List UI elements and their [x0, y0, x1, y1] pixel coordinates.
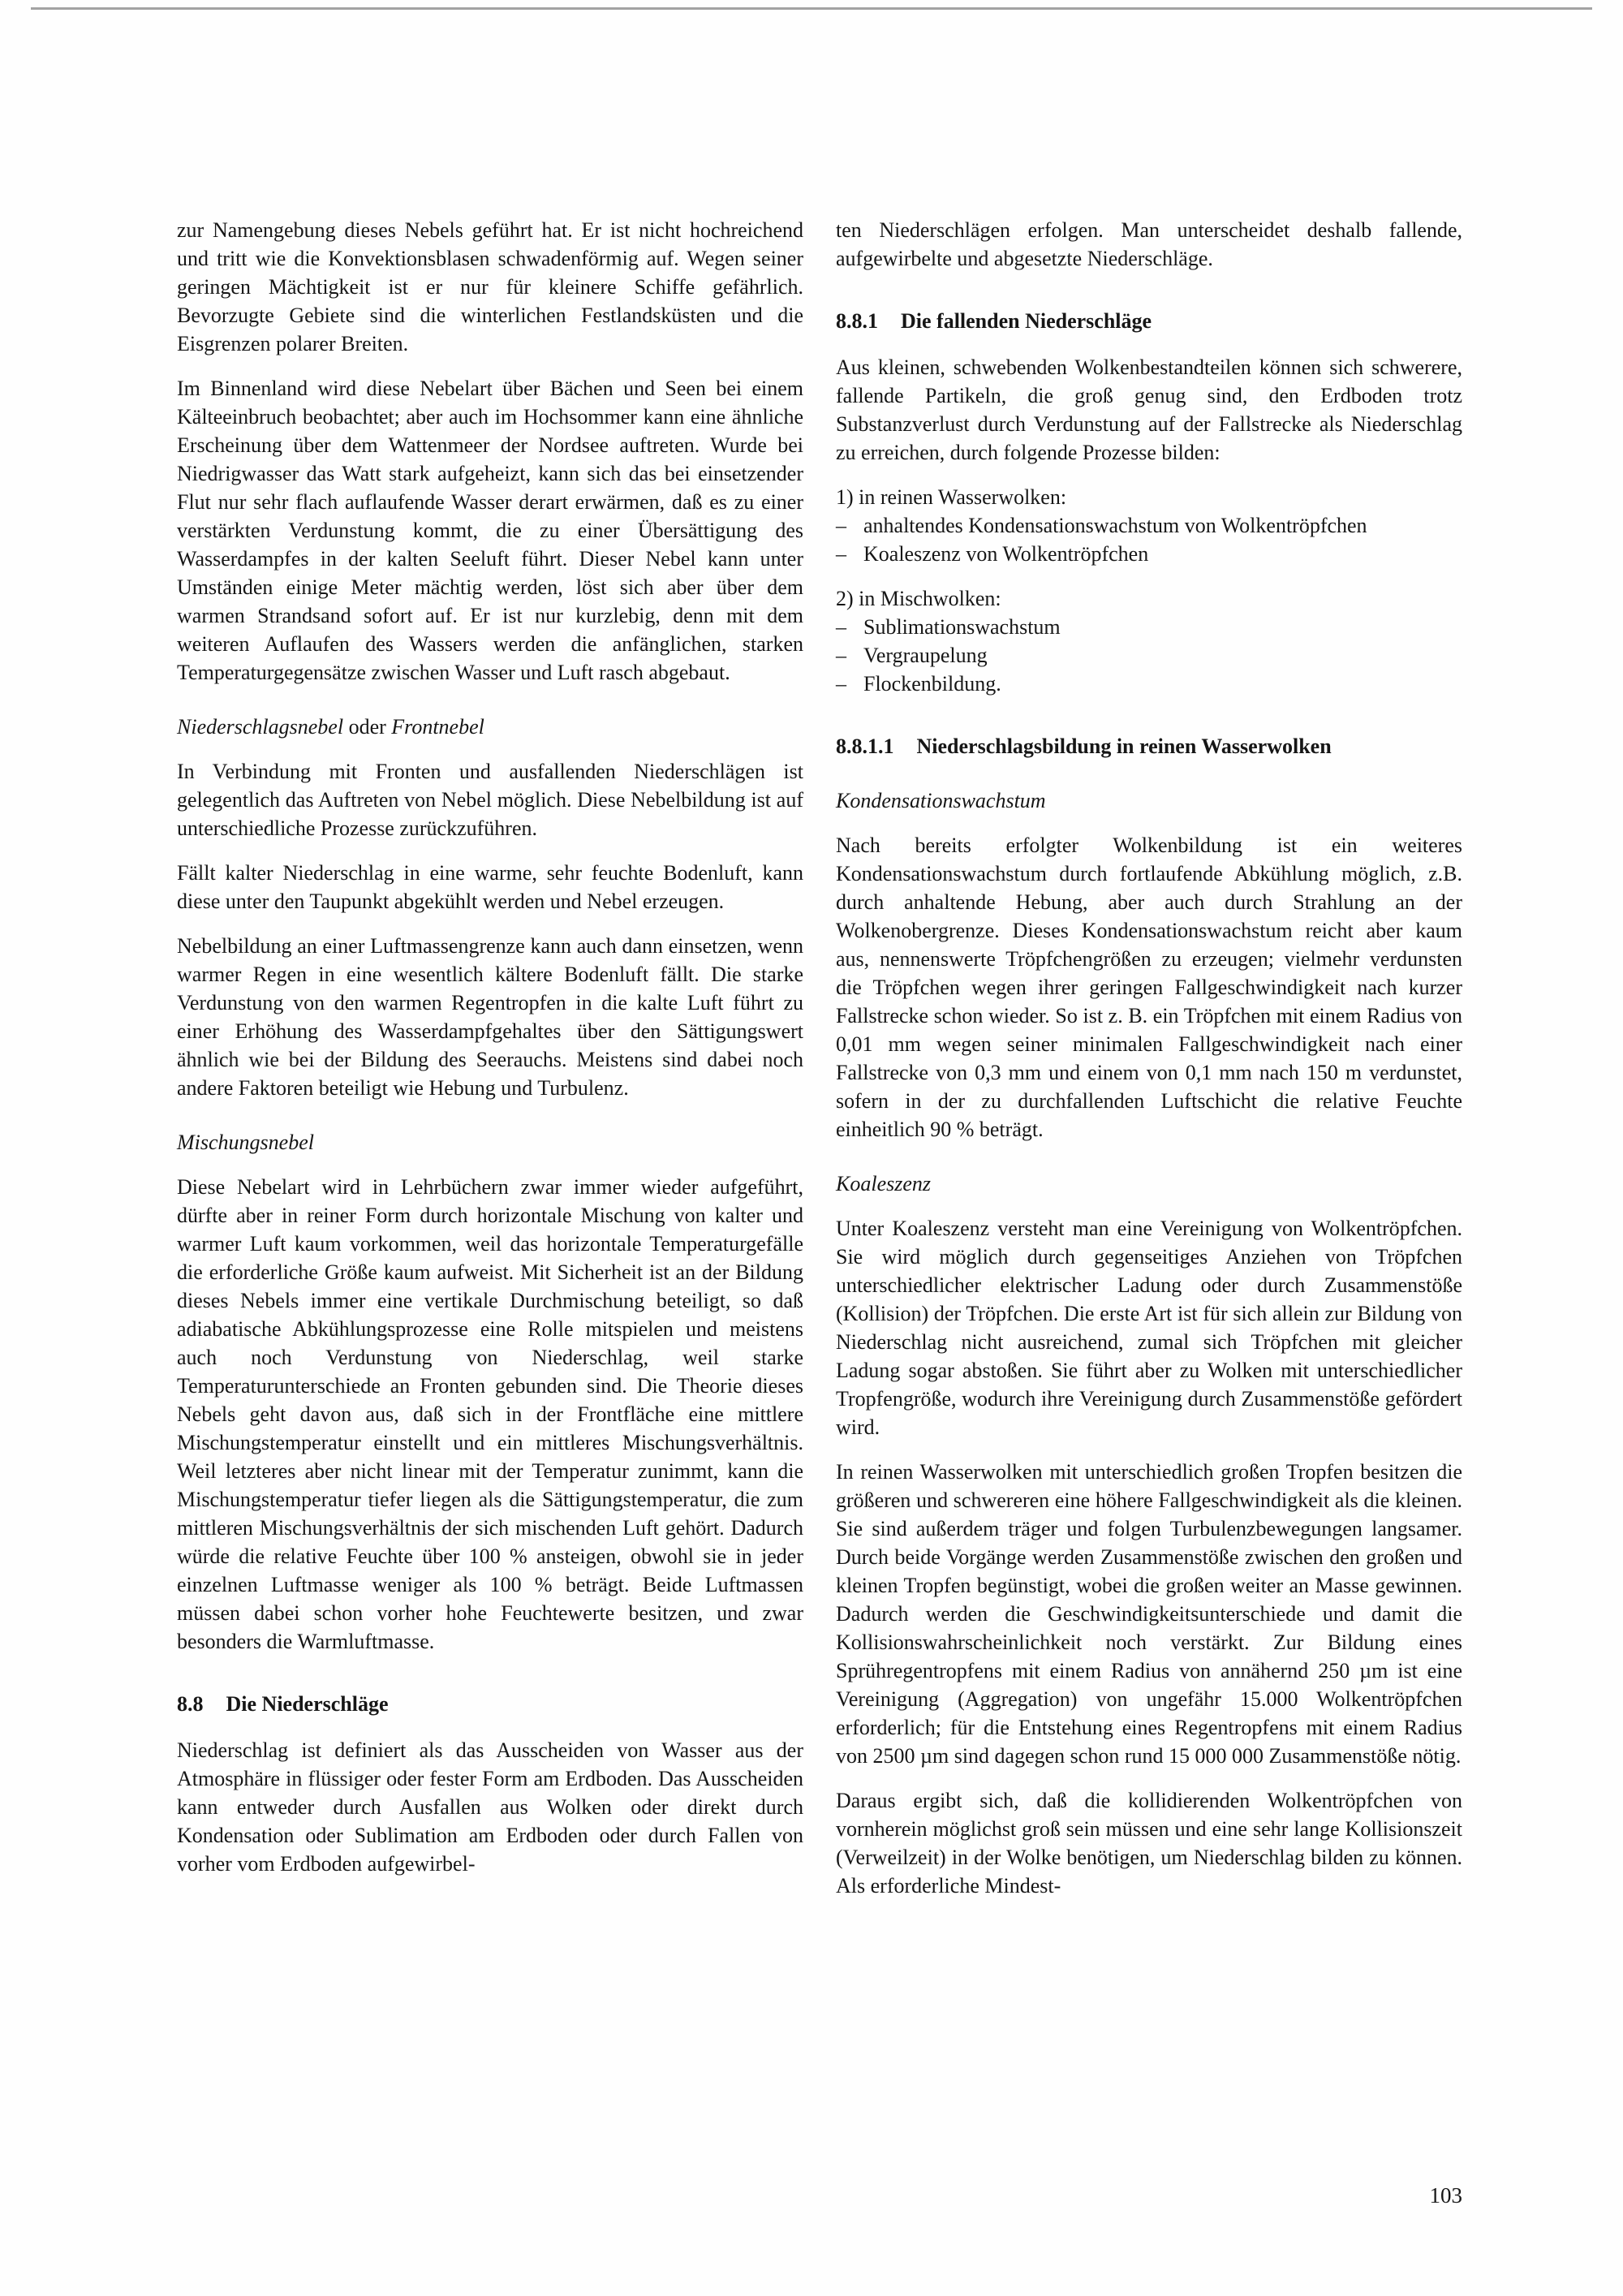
- section-title: Niederschlagsbildung in reinen Wasserwolken: [916, 734, 1332, 758]
- page-number: 103: [1429, 2183, 1462, 2208]
- paragraph: Im Binnenland wird diese Nebelart über Bächen und Seen bei einem Kälteeinbruch beobachtet; aber auch im Hochsommer kann eine ähnliche Erscheinung über dem Wattenmeer der Nordsee auftreten. Wurde bei Niedrigwasser das Watt stark aufgeheizt, kann sich das bei einsetzender Flut nur sehr flach auflaufende Wasser derart erwärmen, daß es zu einer verstärkten Verdunstung kommt, die zu einer Übersättigung des Wasserdampfes in der kalten Seeluft führt. Dieser Nebel kann unter Umständen einige Meter mächtig werden, löst sich aber über dem warmen Strandsand sofort auf. Er ist nur kurzlebig, denn mit dem weiteren Auflaufen des Wassers werden die anfänglichen, starken Temperaturgegensätze zwischen Wasser und Luft rasch abgebaut.: [177, 377, 803, 684]
- heading-term: Niederschlagsnebel: [177, 715, 344, 739]
- heading-koaleszenz: Koaleszenz: [836, 1172, 931, 1195]
- heading-mischungsnebel: Mischungsnebel: [177, 1131, 314, 1154]
- top-rule: [31, 7, 1592, 10]
- paragraph: Fällt kalter Niederschlag in eine warme, sehr feuchte Bodenluft, kann diese unter den Taupunkt abgekühlt werden und Nebel erzeugen.: [177, 861, 803, 913]
- paragraph: zur Namengebung dieses Nebels geführt hat. Er ist nicht hochreichend und tritt wie die Konvektionsblasen schwadenförmig auf. Wegen seiner geringen Mächtigkeit ist er nur für kleinere Schiffe gefährlich. Bevorzugte Gebiete sind die winterlichen Festlandsküsten und die Eisgrenzen polarer Breiten.: [177, 218, 803, 355]
- section-title: Die fallenden Niederschläge: [901, 309, 1152, 333]
- paragraph: Daraus ergibt sich, daß die kollidierenden Wolkentröpfchen von vornherein möglichst groß sein müssen und eine sehr lange Kollisionszeit (Verweilzeit) in der Wolke benötigen, um Niederschlag bilden zu können. Als erforderliche Mindest-: [836, 1789, 1462, 1898]
- dash-bullet: –: [836, 514, 846, 537]
- paragraph: Nach bereits erfolgter Wolkenbildung ist ein weiteres Kondensationswachstum durch fortlaufende Abkühlung möglich, z.B. durch anhaltende Hebung, aber auch durch Strahlung an der Wolkenobergrenze. Dieses Kondensationswachstum reicht aber kaum aus, nennenswerte Tröpfchengrößen zu erzeugen; vielmehr verdunsten die Tröpfchen wegen ihrer geringen Fallgeschwindigkeit nach kurzer Fallstrecke schon wieder. So ist z. B. ein Tröpfchen mit einem Radius von 0,01 mm wegen seiner minimalen Fallgeschwindigkeit nach einer Fallstrecke von 0,3 mm und einem von 0,1 mm nach 150 m verdunstet, sofern in der zu durchfallenden Luftschicht die relative Feuchte einheitlich 90 % beträgt.: [836, 834, 1462, 1141]
- paragraph: Unter Koaleszenz versteht man eine Vereinigung von Wolkentröpfchen. Sie wird möglich durch gegenseitiges Anziehen von Tröpfchen unterschiedlicher elektrischer Ladung oder durch Zusammenstöße (Kollision) der Tröpfchen. Die erste Art ist für sich allein zur Bildung von Niederschlag nicht ausreichend, zumal sich Tröpfchen mit gleicher Ladung sogar abstoßen. Sie führt aber zu Wolken mit unterschiedlicher Tropfengröße, wodurch ihre Vereinigung durch Zusammenstöße gefördert wird.: [836, 1217, 1462, 1439]
- list-item-text: Vergraupelung: [863, 644, 988, 667]
- list-group-label: 1) in reinen Wasserwolken:: [836, 485, 1067, 509]
- section-number: 8.8: [177, 1692, 204, 1716]
- list-item: [836, 670, 1462, 698]
- paragraph: Niederschlag ist definiert als das Ausscheiden von Wasser aus der Atmosphäre in flüssiger oder fester Form am Erdboden. Das Ausscheiden kann entweder durch Ausfallen aus Wolken oder direkt durch Kondensation oder Sublimation am Erdboden oder durch Fallen von vorher vom Erdboden aufgewirbel-: [177, 1738, 803, 1876]
- heading-8-8-die-niederschlaege: [177, 1690, 803, 1718]
- list-group-label: 2) in Mischwolken:: [836, 587, 1001, 610]
- list-item: [836, 613, 1462, 641]
- paragraph: Aus kleinen, schwebenden Wolkenbestandteilen können sich schwerere, fallende Partikeln, die groß genug sind, den Erdboden trotz Substanzverlust durch Verdunstung auf der Fallstrecke als Niederschlag zu erreichen, durch folgende Prozesse bilden:: [836, 355, 1462, 464]
- list-item: [836, 540, 1462, 568]
- list-item-text: Koaleszenz von Wolkentröpfchen: [863, 542, 1149, 566]
- paragraph: In Verbindung mit Fronten und ausfallenden Niederschlägen ist gelegentlich das Auftreten von Nebel möglich. Diese Nebelbildung ist auf unterschiedliche Prozesse zurückzuführen.: [177, 760, 803, 840]
- heading-connector: oder: [348, 715, 386, 739]
- paragraph: ten Niederschlägen erfolgen. Man unterscheidet deshalb fallende, aufgewirbelte und abgesetzte Niederschläge.: [836, 218, 1462, 270]
- dash-bullet: –: [836, 615, 846, 639]
- dash-bullet: –: [836, 672, 846, 696]
- list-item: [836, 641, 1462, 670]
- list-item-text: Sublimationswachstum: [863, 615, 1061, 639]
- right-column: [836, 216, 1462, 1916]
- heading-kondensationswachstum: Kondensationswachstum: [836, 789, 1046, 812]
- page-content: [177, 216, 1462, 1916]
- heading-niederschlagsnebel-frontnebel: [177, 713, 803, 741]
- section-number: 8.8.1: [836, 309, 878, 333]
- list-item-text: Flockenbildung.: [863, 672, 1001, 696]
- heading-term: Frontnebel: [391, 715, 484, 739]
- paragraph: Diese Nebelart wird in Lehrbüchern zwar immer wieder aufgeführt, dürfte aber in reiner Form durch horizontale Mischung von kalter und warmer Luft kaum vorkommen, weil das horizontale Temperaturgefälle die erforderliche Größe kaum aufweist. Mit Sicherheit ist an der Bildung dieses Nebels immer eine vertikale Durchmischung beteiligt, so daß adiabatische Abkühlungsprozesse eine Rolle mitspielen und meistens auch noch Verdunstung von Niederschlag, weil starke Temperaturunterschiede an Fronten gebunden sind. Die Theorie dieses Nebels geht davon aus, daß sich in der Frontfläche eine mittlere Mischungstemperatur einstellt und ein mittleres Mischungsverhältnis. Weil letzteres aber nicht linear mit der Temperatur zunimmt, kann die Mischungstemperatur tiefer liegen als die Sättigungstemperatur, die zum mittleren Mischungsverhältnis der sich mischenden Luft gehört. Dadurch würde die relative Feuchte über 100 % ansteigen, obwohl sie in jeder einzelnen Luftmasse weniger als 100 % beträgt. Beide Luftmassen müssen dabei schon vorher hohe Feuchtewerte besitzen, und zwar besonders die Warmluftmasse.: [177, 1175, 803, 1653]
- list-item-text: anhaltendes Kondensationswachstum von Wolkentröpfchen: [863, 514, 1367, 537]
- dash-bullet: –: [836, 644, 846, 667]
- list-item: [836, 511, 1462, 540]
- section-title: Die Niederschläge: [226, 1692, 389, 1716]
- section-number: 8.8.1.1: [836, 734, 894, 758]
- heading-8-8-1-1-niederschlagsbildung: [836, 732, 1462, 760]
- left-column: [177, 216, 803, 1916]
- paragraph: Nebelbildung an einer Luftmassengrenze kann auch dann einsetzen, wenn warmer Regen in eine wesentlich kältere Bodenluft fällt. Die starke Verdunstung von den warmen Regentropfen in die kalte Luft führt zu einer Erhöhung des Wasserdampfgehaltes über den Sättigungswert ähnlich wie bei der Bildung des Seerauchs. Meistens sind dabei noch andere Faktoren beteiligt wie Hebung und Turbulenz.: [177, 934, 803, 1100]
- heading-8-8-1-fallende-niederschlaege: [836, 307, 1462, 335]
- paragraph: In reinen Wasserwolken mit unterschiedlich großen Tropfen besitzen die größeren und schwereren eine höhere Fallgeschwindigkeit als die kleinen. Sie sind außerdem träger und folgen Turbulenzbewegungen langsamer. Durch beide Vorgänge werden Zusammenstöße zwischen den großen und kleinen Tropfen begünstigt, wobei die großen weiter an Masse gewinnen. Dadurch werden die Geschwindigkeitsunterschiede und damit die Kollisionswahrscheinlichkeit noch verstärkt. Zur Bildung eines Sprühregentropfens mit einem Radius von annähernd 250 µm ist eine Vereinigung (Aggregation) von ungefähr 15.000 Wolkentröpfchen erforderlich; für die Entstehung eines Regentropfens mit einem Radius von 2500 µm sind dagegen schon rund 15 000 000 Zusammenstöße nötig.: [836, 1460, 1462, 1768]
- dash-bullet: –: [836, 542, 846, 566]
